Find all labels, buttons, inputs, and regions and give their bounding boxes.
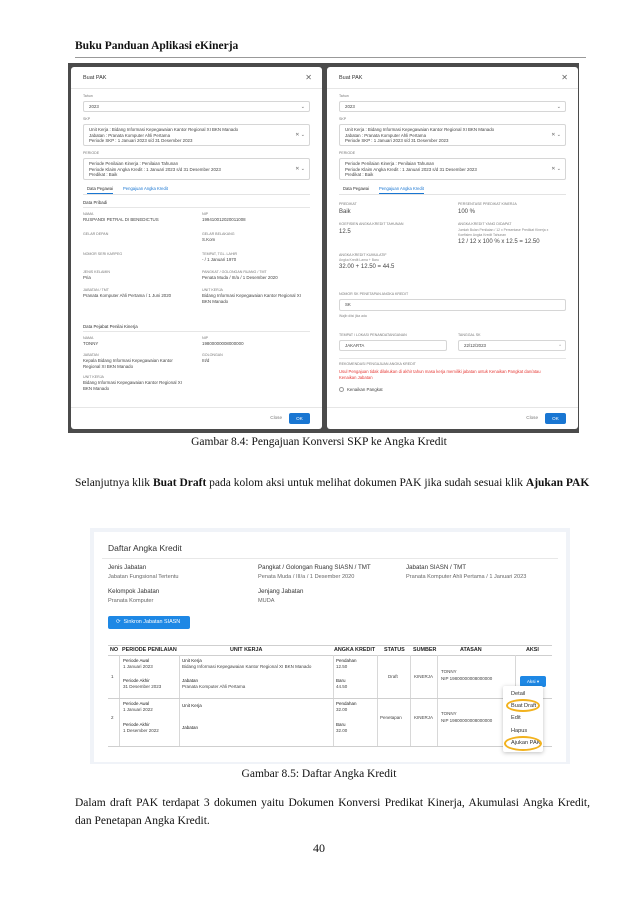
col-status: STATUS bbox=[384, 647, 405, 653]
tahun-select[interactable] bbox=[339, 101, 566, 112]
jabatan-label: JABATAN / TMT bbox=[83, 288, 109, 292]
ak-didapat-note-2: Koefisien Angka Kredit Tahunan bbox=[458, 233, 507, 237]
tab-pengajuan-angka-kredit[interactable]: Pengajuan Angka Kredit bbox=[123, 186, 168, 191]
section-data-pribadi: Data Pribadi bbox=[83, 200, 108, 205]
rekomendasi-label: REKOMENDASI PENGAJUAN ANGKA KREDIT bbox=[339, 362, 416, 366]
jabatan-siasn-value: Pranata Komputer Ahli Pertama / 1 Januari 2023 bbox=[406, 574, 527, 580]
table-rule bbox=[108, 746, 552, 747]
sync-icon: ⟳ bbox=[116, 619, 121, 625]
jk-label: JENIS KELAMIN bbox=[83, 270, 110, 274]
menu-item-buat-draft[interactable]: Buat Draft bbox=[511, 703, 537, 709]
pejabat-golongan-label: GOLONGAN bbox=[202, 353, 223, 357]
periode-akhir-label: Periode Akhir bbox=[123, 678, 150, 683]
daftar-angka-kredit-card bbox=[94, 532, 566, 762]
modal-tabs bbox=[83, 185, 310, 195]
tab-pengajuan-angka-kredit[interactable]: Pengajuan Angka Kredit bbox=[379, 186, 424, 194]
kumulatif-note: Angka Kredit Lama + Baru bbox=[339, 258, 379, 262]
persentase-value: 100 % bbox=[458, 209, 476, 215]
periode-select[interactable] bbox=[339, 158, 566, 180]
menu-item-detail[interactable]: Detail bbox=[511, 691, 526, 697]
unit-kerja-label: UNIT KERJA bbox=[202, 288, 223, 292]
periode-label: PERIODE bbox=[339, 151, 356, 155]
divider bbox=[83, 331, 310, 332]
status-value: Penetapan bbox=[380, 715, 402, 720]
kenaikan-pangkat-label: Kenaikan Pangkat bbox=[347, 387, 383, 392]
nomor-sk-note: Wajib diisi jika ada bbox=[339, 314, 367, 318]
pejabat-jabatan-value-1: Kepala Bidang Informasi Kepegawaian Kantor bbox=[83, 358, 173, 363]
kelompok-jabatan-value: Pranata Komputer bbox=[108, 598, 154, 604]
close-button[interactable]: Close bbox=[270, 415, 282, 420]
modal-title: Buat PAK bbox=[83, 75, 107, 81]
periode-awal-label: Periode Awal bbox=[123, 658, 150, 663]
figure-caption: Gambar 8.5: Daftar Angka Kredit bbox=[241, 768, 397, 780]
divider bbox=[83, 207, 310, 208]
col-divider bbox=[119, 655, 120, 747]
chevron-down-icon: ⌄ bbox=[300, 103, 305, 110]
aksi-dropdown-button[interactable]: Aksi ▾ bbox=[520, 676, 546, 687]
buat-pak-modal-pengajuan bbox=[327, 67, 578, 429]
tahun-value: 2023 bbox=[89, 104, 99, 109]
tab-data-pegawai[interactable]: Data Pegawai bbox=[343, 186, 370, 191]
kenaikan-pangkat-radio[interactable] bbox=[339, 387, 344, 392]
atasan-name: TONNY bbox=[441, 711, 457, 716]
modal-header bbox=[71, 67, 322, 89]
col-angka-kredit: ANGKA KREDIT bbox=[334, 647, 376, 653]
figure-8-4-screenshot bbox=[68, 63, 579, 433]
skp-select[interactable] bbox=[83, 124, 310, 146]
jabatan-label: Jabatan bbox=[182, 678, 199, 683]
skp-label: SKP bbox=[339, 117, 347, 121]
highlight-circle-ajukan-pak bbox=[504, 736, 542, 751]
sinkron-jabatan-button[interactable] bbox=[108, 616, 190, 629]
periode-line1: Periode Penilaian Kinerja : Penilaian Tahunan bbox=[345, 161, 435, 166]
periode-line2: Periode Klaim Angka Kredit : 1 Januari 2023 s/d 31 Desember 2023 bbox=[89, 166, 221, 172]
col-divider bbox=[410, 655, 411, 747]
jabatan-value: Pranata Komputer Ahli Pertama / 1 Juni 2020 bbox=[83, 293, 172, 298]
gelar-belakang-label: GELAR BELAKANG bbox=[202, 232, 235, 236]
aksi-dropdown-menu bbox=[503, 686, 543, 752]
clear-chevron-icon: ✕ ⌄ bbox=[551, 166, 561, 172]
col-divider bbox=[437, 655, 438, 747]
chevron-down-icon: ⌄ bbox=[556, 103, 561, 110]
modal-footer bbox=[71, 407, 322, 429]
tahun-value: 2023 bbox=[345, 104, 355, 109]
pejabat-nip-label: NIP bbox=[202, 336, 208, 340]
pejabat-nip-value: 19800000008000000 bbox=[202, 341, 244, 346]
para-text: pada kolom aksi untuk melihat dokumen PAK jika sudah sesuai klik bbox=[206, 477, 526, 489]
ak-value-2: 44.50 bbox=[336, 684, 348, 689]
periode-awal-value: 1 Januari 2022 bbox=[123, 707, 153, 712]
body-paragraph: Dalam draft PAK terdapat 3 dokumen yaitu Dokumen Konversi Predikat Kinerja, Akumulasi Angka Kredit, dan Penetapan Angka Kredit. bbox=[75, 797, 590, 827]
table-rule bbox=[108, 655, 552, 656]
unit-kerja-label: Unit Kerja bbox=[182, 703, 202, 708]
clear-chevron-icon: ✕ ⌄ bbox=[295, 166, 305, 172]
koefisien-value: 12.5 bbox=[339, 229, 351, 235]
skp-line2: Jabatan : Pranata Komputer Ahli Pertama bbox=[345, 132, 427, 138]
para-text: Selanjutnya klik bbox=[75, 477, 153, 489]
status-value: Draft bbox=[388, 674, 398, 679]
ttl-value: - / 1 Januari 1970 bbox=[202, 257, 237, 262]
koefisien-label: KOEFISIEN ANGKA KREDIT TAHUNAN bbox=[339, 222, 404, 226]
ttl-label: TEMPAT, TGL. LAHIR bbox=[202, 252, 238, 256]
warning-text-2: Kenaikan Jabatan bbox=[339, 375, 373, 380]
periode-akhir-value: 31 Desember 2023 bbox=[123, 684, 162, 689]
ak-didapat-label: ANGKA KREDIT YANG DIDAPAT bbox=[458, 222, 512, 226]
tempat-input[interactable] bbox=[339, 340, 447, 351]
col-unit-kerja: UNIT KERJA bbox=[230, 647, 263, 653]
jabatan-siasn-label: Jabatan SIASN / TMT bbox=[406, 564, 467, 571]
tempat-label: TEMPAT / LOKASI PENANDATANGANAN bbox=[339, 333, 407, 337]
unit-kerja-label: Unit Kerja bbox=[182, 658, 202, 663]
nama-value: RUSPANDI PETRAL DI BENEDICTUS bbox=[83, 217, 159, 222]
pejabat-jabatan-value-2: Regional XI BKN Manado bbox=[83, 364, 134, 369]
periode-label: PERIODE bbox=[83, 151, 100, 155]
pangkat-label: PANGKAT / GOLONGAN RUANG / TMT bbox=[202, 270, 267, 274]
kumulatif-label: ANGKA KREDIT KUMULATIF bbox=[339, 253, 387, 257]
table-rule bbox=[108, 645, 552, 646]
col-periode: PERIODE PENILAIAN bbox=[122, 647, 177, 653]
clear-chevron-icon: ✕ ⌄ bbox=[551, 132, 561, 138]
kumulatif-value: 32.00 + 12.50 = 44.5 bbox=[339, 264, 395, 270]
periode-line3: Predikat : Baik bbox=[89, 172, 118, 177]
figure-8-5-screenshot bbox=[90, 528, 570, 764]
sumber-value: KINERJA bbox=[414, 715, 434, 720]
table-rule bbox=[108, 698, 552, 699]
nomor-sk-label: NOMOR SK PENETAPAN ANGKA KREDIT bbox=[339, 292, 409, 296]
menu-item-edit[interactable]: Edit bbox=[511, 715, 521, 721]
modal-tabs bbox=[339, 185, 566, 195]
nip-value: 199410012020011008 bbox=[202, 217, 246, 222]
unit-kerja-value-2: BKN Manado bbox=[202, 299, 229, 304]
skp-line1: Unit Kerja : Bidang Informasi Kepegawaian Kantor Regional XI BKN Manado bbox=[89, 127, 239, 132]
skp-label: SKP bbox=[83, 117, 91, 121]
skp-select[interactable] bbox=[339, 124, 566, 146]
persentase-label: PERSENTASE PREDIKAT KINERJA bbox=[458, 202, 517, 206]
pejabat-golongan-value: III/d bbox=[202, 358, 210, 363]
col-no: NO bbox=[110, 647, 119, 653]
figure-caption: Gambar 8.4: Pengajuan Konversi SKP ke Angka Kredit bbox=[191, 436, 447, 448]
periode-akhir-label: Periode Akhir bbox=[123, 722, 150, 727]
pangkat-label: Pangkat / Golongan Ruang SIASN / TMT bbox=[258, 564, 371, 571]
para-bold: Ajukan PAK bbox=[525, 477, 590, 489]
ak-value-1: 32.00 bbox=[336, 707, 348, 712]
atasan-nip: NIP 19800000008000000 bbox=[441, 676, 493, 681]
section-data-pejabat: Data Pejabat Penilai Kinerja bbox=[83, 324, 138, 329]
card-title: Daftar Angka Kredit bbox=[108, 543, 182, 553]
tahun-label: Tahun bbox=[83, 94, 93, 98]
gelar-depan-label: GELAR DEPAN bbox=[83, 232, 109, 236]
col-divider bbox=[333, 655, 334, 747]
ak-label-1: Pendahan bbox=[336, 658, 357, 663]
jenjang-jabatan-label: Jenjang Jabatan bbox=[258, 588, 304, 595]
ak-value-1: 12.50 bbox=[336, 664, 348, 669]
tahun-label: Tahun bbox=[339, 94, 349, 98]
unit-kerja-value: Bidang Informasi Kepegawaian Kantor Regional XI BKN Manado bbox=[182, 664, 312, 669]
pejabat-unit-value-2: BKN Manado bbox=[83, 386, 110, 391]
buat-pak-modal-data-pegawai bbox=[71, 67, 322, 429]
pangkat-value: Penata Muda / III/a / 1 Desember 2020 bbox=[258, 574, 355, 580]
predikat-value: Baik bbox=[339, 209, 351, 215]
tanggal-sk-value: 22/12/2023 bbox=[464, 343, 486, 348]
menu-item-ajukan-pak[interactable]: Ajukan PAK bbox=[511, 740, 541, 746]
periode-line2: Periode Klaim Angka Kredit : 1 Januari 2023 s/d 31 Desember 2023 bbox=[345, 166, 477, 172]
jenis-jabatan-label: Jenis Jabatan bbox=[108, 564, 147, 571]
periode-awal-label: Periode Awal bbox=[123, 701, 150, 706]
pejabat-unit-label: UNIT KERJA bbox=[83, 375, 104, 379]
atasan-name: TONNY bbox=[441, 669, 457, 674]
col-divider bbox=[179, 655, 180, 747]
nip-label: NIP bbox=[202, 212, 208, 216]
ak-label-2: Baru bbox=[336, 722, 346, 727]
pejabat-jabatan-label: JABATAN bbox=[83, 353, 99, 357]
nomor-sk-value: SK bbox=[345, 302, 351, 307]
highlight-circle-buat-draft bbox=[506, 699, 540, 712]
pangkat-value: Penata Muda / III/a / 1 Desember 2020 bbox=[202, 275, 278, 280]
col-aksi: AKSI bbox=[526, 647, 539, 653]
periode-line3: Predikat : Baik bbox=[345, 172, 374, 177]
menu-item-hapus[interactable]: Hapus bbox=[511, 728, 528, 734]
periode-select[interactable] bbox=[83, 158, 310, 180]
para-bold: Buat Draft bbox=[152, 477, 207, 489]
calendar-icon: ▫ bbox=[559, 342, 561, 349]
nomor-sk-input[interactable] bbox=[339, 299, 566, 311]
kelompok-jabatan-label: Kelompok Jabatan bbox=[108, 588, 160, 595]
tab-data-pegawai[interactable]: Data Pegawai bbox=[87, 186, 113, 194]
sumber-value: KINERJA bbox=[414, 674, 434, 679]
pejabat-nama-value: TONNY bbox=[83, 341, 99, 346]
body-paragraph bbox=[75, 474, 590, 492]
modal-title: Buat PAK bbox=[339, 75, 363, 81]
ak-didapat-value: 12 / 12 x 100 % x 12.5 = 12.50 bbox=[458, 239, 540, 245]
ak-value-2: 32.00 bbox=[336, 728, 348, 733]
pejabat-unit-value-1: Bidang Informasi Kepegawaian Kantor Regional XI bbox=[83, 380, 182, 385]
clear-chevron-icon: ✕ ⌄ bbox=[295, 132, 305, 138]
skp-line3: Periode SKP : 1 Januari 2023 s/d 31 Desember 2023 bbox=[345, 138, 449, 143]
tempat-value: JAKARTA bbox=[345, 343, 365, 348]
divider bbox=[339, 358, 566, 359]
nama-label: NAMA bbox=[83, 212, 94, 216]
skp-line3: Periode SKP : 1 Januari 2023 s/d 31 Desember 2023 bbox=[89, 138, 193, 143]
jenis-jabatan-value: Jabatan Fungsional Tertentu bbox=[108, 574, 179, 580]
pejabat-nama-label: NAMA bbox=[83, 336, 94, 340]
col-atasan: ATASAN bbox=[460, 647, 482, 653]
tanggal-sk-label: TANGGAL SK bbox=[458, 333, 481, 337]
tanggal-sk-input[interactable] bbox=[458, 340, 566, 351]
atasan-nip: NIP 19800000008000000 bbox=[441, 718, 493, 723]
ak-label-2: Baru bbox=[336, 678, 346, 683]
skp-line2: Jabatan : Pranata Komputer Ahli Pertama bbox=[89, 132, 171, 138]
skp-line1: Unit Kerja : Bidang Informasi Kepegawaian Kantor Regional XI BKN Manado bbox=[345, 127, 495, 132]
jabatan-label: Jabatan bbox=[182, 725, 199, 730]
sinkron-label: Sinkron Jabatan SIASN bbox=[123, 619, 181, 625]
row-no: 2 bbox=[111, 715, 114, 720]
periode-akhir-value: 1 Desember 2022 bbox=[123, 728, 159, 733]
periode-awal-value: 1 Januari 2023 bbox=[123, 664, 153, 669]
jenjang-jabatan-value: MUDA bbox=[258, 598, 275, 604]
ak-didapat-note-1: Jumlah Bulan Penilaian / 12 x Persentase Predikat Kinerja x bbox=[458, 228, 549, 232]
predikat-label: PREDIKAT bbox=[339, 202, 357, 206]
close-button[interactable]: Close bbox=[526, 415, 538, 420]
periode-line1: Periode Penilaian Kinerja : Penilaian Tahunan bbox=[89, 161, 179, 166]
ok-button[interactable]: OK bbox=[545, 413, 566, 424]
modal-footer bbox=[327, 407, 578, 429]
angka-kredit-table bbox=[108, 645, 552, 747]
jk-value: Pria bbox=[83, 275, 91, 280]
close-icon[interactable]: ✕ bbox=[561, 73, 568, 82]
unit-kerja-value-1: Bidang Informasi Kepegawaian Kantor Regional XI bbox=[202, 293, 301, 298]
warning-text-1: Usul Pengajuan tidak dilakukan di akhir tahun masa kerja memiliki jabatan untuk Kenaikan Pangkat dan/atau bbox=[339, 369, 541, 374]
document-header: Buku Panduan Aplikasi eKinerja bbox=[75, 40, 239, 52]
karpeg-label: NOMOR SERI KARPEG bbox=[83, 252, 123, 256]
tahun-select[interactable] bbox=[83, 101, 310, 112]
jabatan-value: Pranata Komputer Ahli Pertama bbox=[182, 684, 246, 689]
page-number: 40 bbox=[313, 841, 325, 855]
close-icon[interactable]: ✕ bbox=[305, 73, 312, 82]
col-sumber: SUMBER bbox=[413, 647, 437, 653]
header-rule bbox=[75, 57, 586, 58]
modal-header bbox=[327, 67, 578, 89]
row-no: 1 bbox=[111, 674, 114, 679]
divider bbox=[102, 558, 558, 559]
col-divider bbox=[377, 655, 378, 747]
ok-button[interactable]: OK bbox=[289, 413, 310, 424]
gelar-belakang-value: S.Kom bbox=[202, 237, 216, 242]
ak-label-1: Pendahan bbox=[336, 701, 357, 706]
